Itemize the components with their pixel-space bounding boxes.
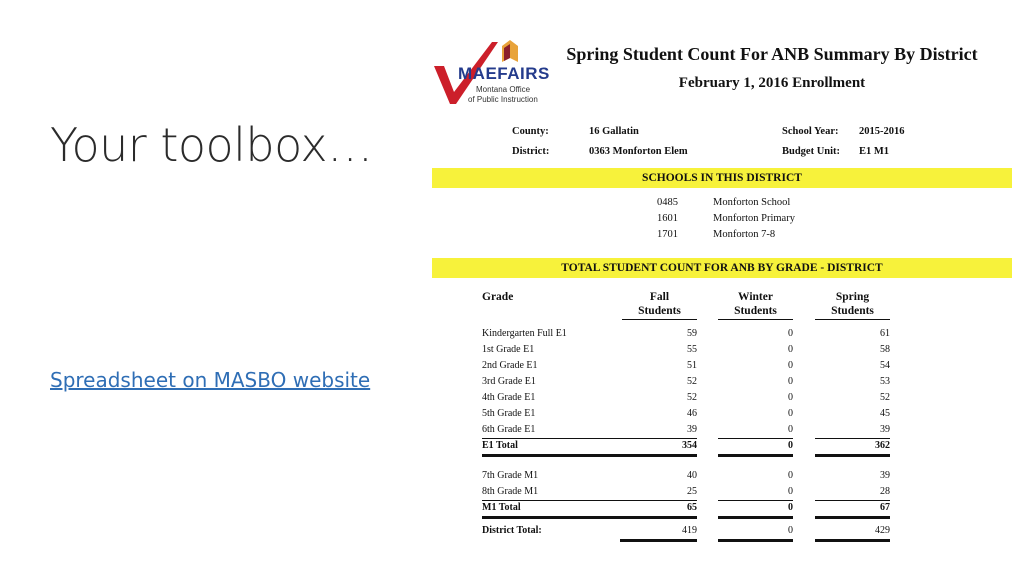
spring-value: 39	[880, 470, 890, 481]
fall-value: 25	[687, 486, 697, 497]
total-rule	[815, 454, 890, 457]
spring-value: 54	[880, 360, 890, 371]
winter-value: 0	[788, 344, 793, 355]
subtotal-rule	[815, 500, 890, 501]
grade-header: TOTAL STUDENT COUNT FOR ANB BY GRADE - DISTRICT	[432, 258, 1012, 278]
winter-column-header	[718, 290, 793, 318]
winter-value: 0	[788, 392, 793, 403]
logo-sub2: of Public Instruction	[468, 95, 538, 104]
winter-value: 0	[788, 328, 793, 339]
maefairs-logo	[432, 36, 552, 108]
winter-value: 0	[788, 424, 793, 435]
total-rule	[815, 539, 890, 542]
report-title: Spring Student Count For ANB Summary By District	[566, 44, 978, 64]
subtotal-rule	[482, 438, 697, 439]
school-name: Monforton School	[713, 197, 791, 208]
spring-value: 67	[880, 502, 890, 513]
fall-value: 39	[687, 424, 697, 435]
header-rule	[718, 319, 793, 320]
grade-column-header: Grade	[482, 291, 514, 303]
grade-label: Kindergarten Full E1	[482, 328, 567, 339]
grade-label: M1 Total	[482, 502, 521, 513]
header-rule	[815, 319, 890, 320]
fall-value: 40	[687, 470, 697, 481]
total-rule	[815, 516, 890, 519]
total-rule	[482, 454, 697, 457]
winter-value: 0	[788, 360, 793, 371]
header-rule	[622, 319, 697, 320]
grade-label: 6th Grade E1	[482, 424, 536, 435]
grade-label: District Total:	[482, 525, 542, 536]
winter-value: 0	[788, 440, 793, 451]
enrollment-report-image	[432, 36, 1012, 576]
total-rule	[482, 516, 697, 519]
spring-value: 362	[875, 440, 890, 451]
spring-header-line1: Spring	[835, 291, 870, 303]
winter-value: 0	[788, 525, 793, 536]
logo-name: MAEFAIRS	[458, 64, 550, 83]
fall-column-header	[622, 290, 697, 318]
grade-label: 5th Grade E1	[482, 408, 536, 419]
school-year-value: 2015-2016	[859, 126, 905, 137]
spring-value: 58	[880, 344, 890, 355]
grade-label: 3rd Grade E1	[482, 376, 536, 387]
report-subtitle: February 1, 2016 Enrollment	[678, 75, 866, 91]
district-value: 0363 Monforton Elem	[589, 146, 688, 157]
total-rule	[718, 516, 793, 519]
subtotal-rule	[718, 500, 793, 501]
winter-value: 0	[788, 408, 793, 419]
county-label: County:	[512, 126, 549, 137]
grade-label: 1st Grade E1	[482, 344, 535, 355]
winter-value: 0	[788, 470, 793, 481]
grade-label: 7th Grade M1	[482, 470, 539, 481]
winter-value: 0	[788, 486, 793, 497]
winter-header-line2: Students	[734, 305, 777, 317]
spring-value: 28	[880, 486, 890, 497]
logo-sub1: Montana Office	[476, 85, 531, 94]
schools-header: SCHOOLS IN THIS DISTRICT	[432, 168, 1012, 188]
spring-value: 429	[875, 525, 890, 536]
fall-value: 65	[687, 502, 697, 513]
subtotal-rule	[815, 438, 890, 439]
spring-column-header	[815, 290, 890, 318]
fall-header-line1: Fall	[649, 291, 670, 303]
budget-unit-value: E1 M1	[859, 146, 890, 157]
fall-value: 46	[687, 408, 697, 419]
subtotal-rule	[482, 500, 697, 501]
spring-value: 45	[880, 408, 890, 419]
school-year-label: School Year:	[782, 126, 839, 137]
fall-value: 51	[687, 360, 697, 371]
winter-value: 0	[788, 502, 793, 513]
school-name: Monforton 7-8	[713, 229, 776, 240]
spring-header-line2: Students	[831, 305, 874, 317]
budget-unit-label: Budget Unit:	[782, 146, 841, 157]
spring-value: 61	[880, 328, 890, 339]
total-rule	[718, 539, 793, 542]
school-name: Monforton Primary	[713, 213, 795, 224]
fall-value: 55	[687, 344, 697, 355]
school-code: 0485	[657, 197, 678, 208]
school-code: 1701	[657, 229, 678, 240]
total-rule	[718, 454, 793, 457]
winter-header-line1: Winter	[738, 291, 773, 303]
grade-label: 4th Grade E1	[482, 392, 536, 403]
grade-label: E1 Total	[482, 440, 518, 451]
fall-value: 59	[687, 328, 697, 339]
winter-value: 0	[788, 376, 793, 387]
spring-value: 53	[880, 376, 890, 387]
subtotal-rule	[718, 438, 793, 439]
fall-value: 52	[687, 376, 697, 387]
spring-value: 52	[880, 392, 890, 403]
school-code: 1601	[657, 213, 678, 224]
total-rule	[620, 539, 697, 542]
district-label: District:	[512, 146, 550, 157]
spring-value: 39	[880, 424, 890, 435]
fall-header-line2: Students	[638, 305, 681, 317]
fall-value: 354	[682, 440, 697, 451]
grade-label: 2nd Grade E1	[482, 360, 538, 371]
slide-title: Your toolbox…	[50, 118, 373, 172]
fall-value: 419	[682, 525, 697, 536]
grade-label: 8th Grade M1	[482, 486, 539, 497]
county-value: 16 Gallatin	[589, 126, 639, 137]
masbo-spreadsheet-link[interactable]: Spreadsheet on MASBO website	[50, 368, 371, 392]
fall-value: 52	[687, 392, 697, 403]
